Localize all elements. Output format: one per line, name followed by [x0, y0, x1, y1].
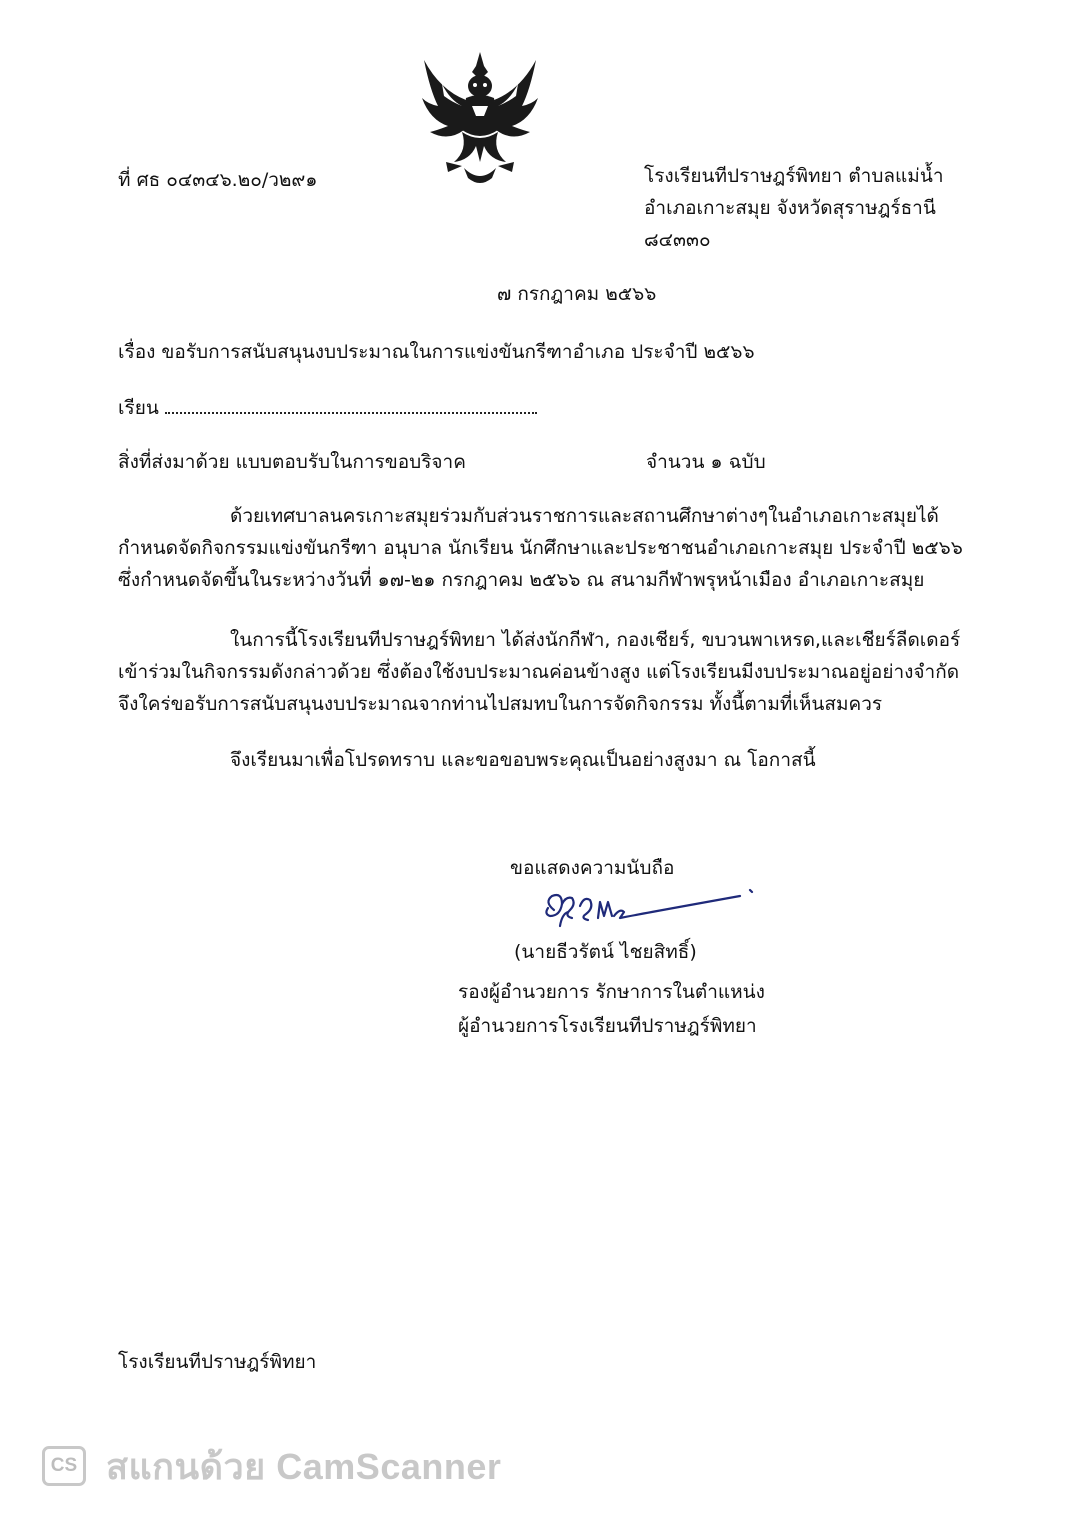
salutation [118, 396, 537, 420]
handwritten-signature [540, 886, 760, 932]
enclosure: สิ่งที่ส่งมาด้วย แบบตอบรับในการขอบริจาค [118, 451, 466, 473]
sender-address-postcode: ๘๔๓๓๐ [644, 229, 711, 251]
body-paragraph-2: ในการนี้โรงเรียนทีปราษฎร์พิทยา ได้ส่งนักกีฬา, กองเชียร์, ขบวนพาเหรด,และเชียร์ลีดเดอร์ เข้าร่วมในกิจกรรมดังกล่าวด้วย ซึ่งต้องใช้งบประมาณค่อนข้างสูง แต่โรงเรียนมีงบประมาณอยู่อย่างจำกัด จึงใคร่ขอรับการสนับสนุนงบประมาณจากท่านไปสมทบในการจัดกิจกรรม ทั้งนี้ตามที่เห็นสมควร [118, 629, 961, 715]
garuda-emblem [418, 50, 542, 190]
salutation-label: เรียน [118, 397, 159, 419]
camscanner-watermark: สแกนด้วย CamScanner [106, 1446, 502, 1487]
enclosure-count: จำนวน ๑ ฉบับ [646, 451, 766, 473]
letter-date: ๗ กรกฎาคม ๒๕๖๖ [497, 283, 657, 305]
signatory-name: (นายธีวรัตน์ ไชยสิทธิ์) [514, 941, 697, 963]
reference-number: ที่ ศธ ๐๔๓๔๖.๒๐/ว๒๙๑ [118, 169, 318, 191]
sender-address-line-2: อำเภอเกาะสมุย จังหวัดสุราษฎร์ธานี [644, 197, 936, 219]
footer-school-name: โรงเรียนทีปราษฎร์พิทยา [118, 1351, 317, 1373]
recipient-blank-line [165, 396, 537, 414]
body-paragraph-1: ด้วยเทศบาลนครเกาะสมุยร่วมกับส่วนราชการและสถานศึกษาต่างๆในอำเภอเกาะสมุยได้กำหนดจัดกิจกรรมแข่งขันกรีฑา อนุบาล นักเรียน นักศึกษาและประชาชนอำเภอเกาะสมุย ประจำปี ๒๕๖๖ ซึ่งกำหนดจัดขึ้นในระหว่างวันที่ ๑๗-๒๑ กรกฎาคม ๒๕๖๖ ณ สนามกีฬาพรุหน้าเมือง อำเภอเกาะสมุย [118, 505, 963, 591]
camscanner-logo-icon: CS [42, 1446, 86, 1486]
closing-phrase: ขอแสดงความนับถือ [510, 857, 675, 879]
signatory-position-line-1: รองผู้อำนวยการ รักษาการในตำแหน่ง [458, 981, 765, 1003]
sender-address-line-1: โรงเรียนทีปราษฎร์พิทยา ตำบลแม่น้ำ [644, 165, 944, 187]
body-paragraph-3: จึงเรียนมาเพื่อโปรดทราบ และขอขอบพระคุณเป็นอย่างสูงมา ณ โอกาสนี้ [230, 749, 816, 771]
signatory-position-line-2: ผู้อำนวยการโรงเรียนทีปราษฎร์พิทยา [458, 1015, 757, 1037]
letter-subject: เรื่อง ขอรับการสนับสนุนงบประมาณในการแข่งขันกรีฑาอำเภอ ประจำปี ๒๕๖๖ [118, 341, 755, 363]
